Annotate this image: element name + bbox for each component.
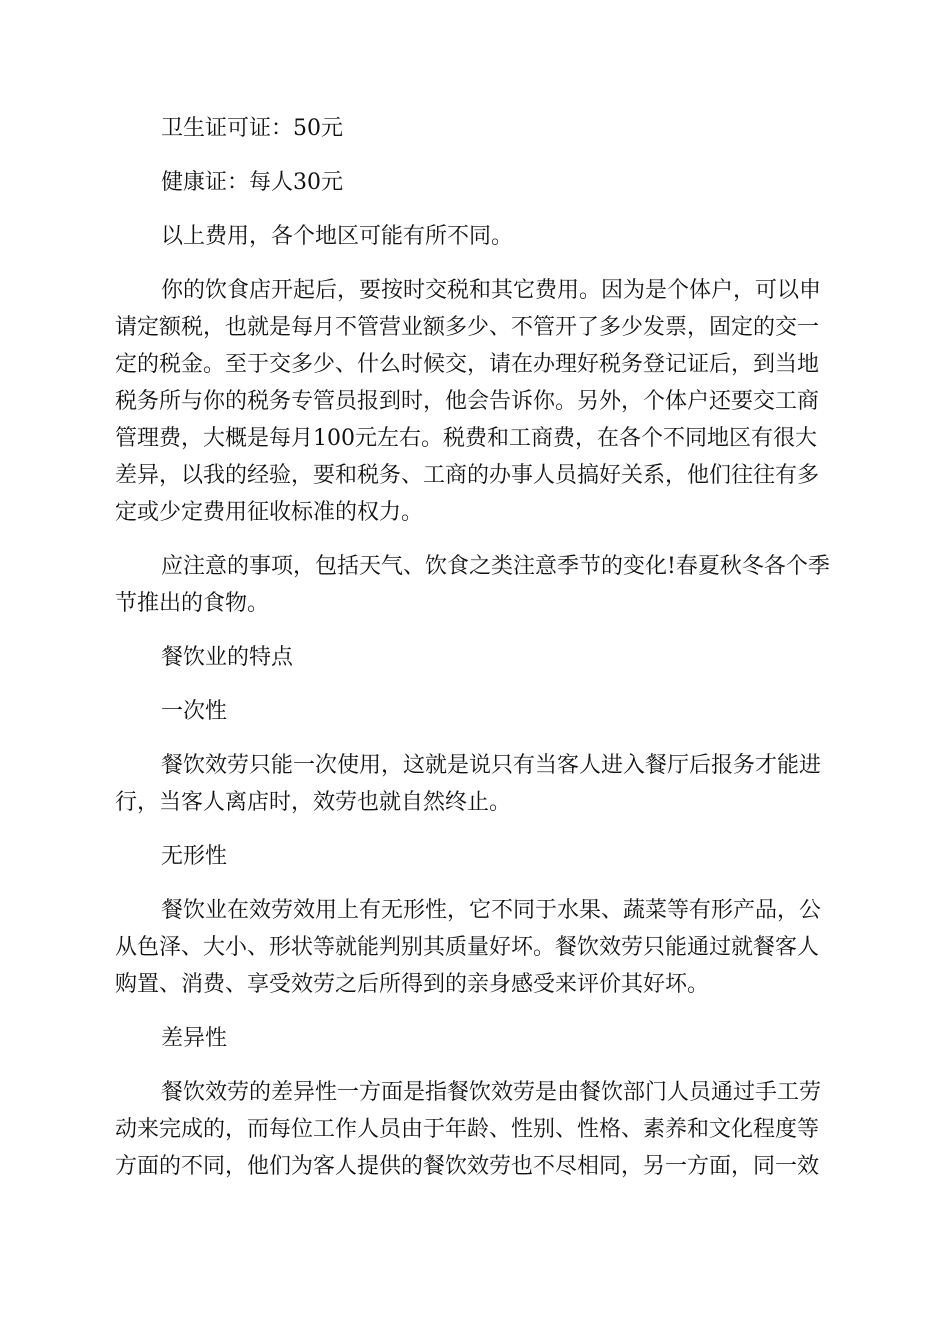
paragraph-intangibility: 餐饮业在效劳效用上有无形性，它不同于水果、蔬菜等有形产品，公从色泽、大小、形状等就能判别其质量好坏。餐饮效劳只能通过就餐客人购置、消费、享受效劳之后所得到的亲身感受来评价其好坏。 [115,898,822,997]
heading-variability: 差异性 [161,1026,228,1051]
paragraph-seasonal-notes: 应注意的事项，包括天气、饮食之类注意季节的变化!春夏秋冬各个季节推出的食物。 [115,554,830,616]
heading-intangibility: 无形性 [161,844,228,869]
paragraph-variability: 餐饮效劳的差异性一方面是指餐饮效劳是由餐饮部门人员通过手工劳动来完成的，而每位工作人员由于年龄、性别、性格、素养和文化程度等方面的不同，他们为客人提供的餐饮效劳也不尽相同，另一方面，同一效 [115,1080,822,1179]
heading-industry-features: 餐饮业的特点 [161,645,294,670]
paragraph-health-certificate: 健康证：每人30元 [161,170,343,195]
paragraph-hygiene-permit: 卫生证可证：50元 [161,116,343,141]
document-page [115,110,835,1202]
heading-one-time: 一次性 [161,699,228,724]
paragraph-one-time: 餐饮效劳只能一次使用，这就是说只有当客人进入餐厅后报务才能进行，当客人离店时，效劳也就自然终止。 [115,753,822,815]
paragraph-taxes: 你的饮食店开起后，要按时交税和其它费用。因为是个体户，可以申请定额税，也就是每月不管营业额多少、不管开了多少发票，固定的交一定的税金。至于交多少、什么时候交，请在办理好税务登记证后，到当地税务所与你的税务专管员报到时，他会告诉你。另外，个体户还要交工商管理费，大概是每月100元左右。税费和工商费，在各个不同地区有很大差异，以我的经验，要和税务、工商的办事人员搞好关系，他们往往有多定或少定费用征收标准的权力。 [115,278,822,525]
paragraph-regional-note: 以上费用，各个地区可能有所不同。 [161,224,514,249]
